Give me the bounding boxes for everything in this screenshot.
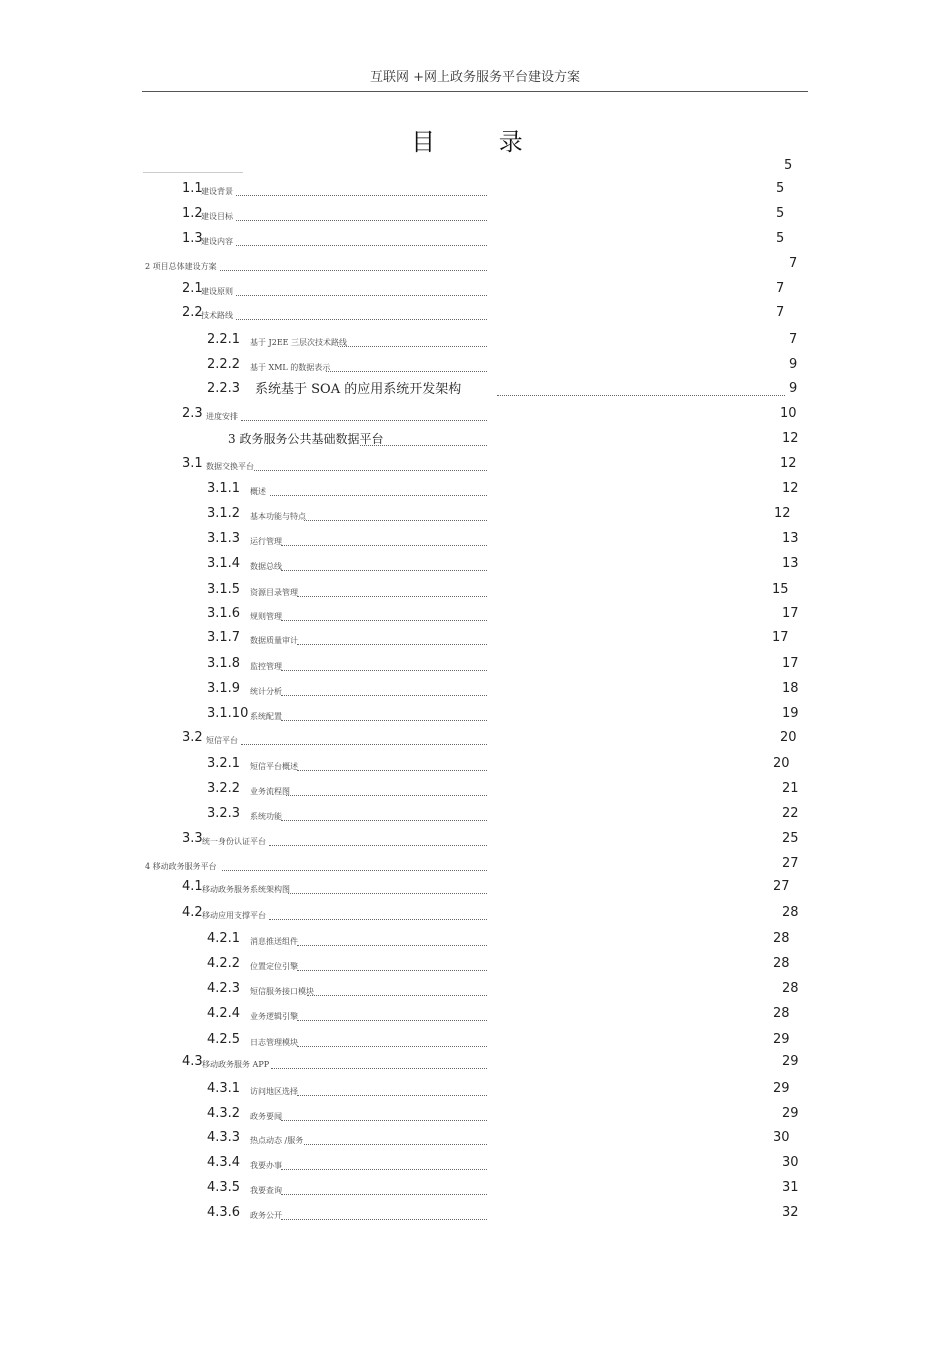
toc-dot-leader — [326, 371, 487, 372]
toc-page-number: 29 — [773, 1032, 790, 1047]
toc-dot-leader — [281, 1219, 487, 1220]
toc-dot-leader — [269, 919, 487, 920]
toc-page-number: 9 — [789, 381, 798, 396]
toc-entry-number: 4.1 — [182, 879, 203, 894]
toc-entry-number: 4.2.5 — [207, 1032, 241, 1047]
toc-page-number: 30 — [782, 1155, 799, 1170]
toc-entry-label: 热点动态 /服务 — [250, 1136, 304, 1145]
toc-entry[interactable] — [0, 155, 950, 175]
toc-page-number: 25 — [782, 831, 799, 846]
toc-page-number: 5 — [776, 181, 785, 196]
running-header-title: 互联网 +网上政务服务平台建设方案 — [369, 70, 581, 85]
toc-entry[interactable] — [0, 753, 950, 773]
toc-entry-number: 1.2 — [182, 206, 203, 221]
toc-dot-leader — [297, 1020, 487, 1021]
toc-entry-number: 2.2.2 — [207, 357, 241, 372]
toc-entry[interactable] — [0, 902, 950, 922]
toc-dot-leader — [241, 420, 487, 421]
toc-entry[interactable] — [0, 228, 950, 248]
toc-entry-label: 系统基于 SOA 的应用系统开发架构 — [255, 382, 462, 397]
toc-page-number: 17 — [782, 606, 799, 621]
toc-entry-number: 3.1.1 — [207, 481, 241, 496]
toc-page-number: 5 — [776, 231, 785, 246]
toc-dot-leader — [297, 644, 487, 645]
toc-entry[interactable] — [0, 178, 950, 198]
toc-entry-label: 统计分析 — [250, 687, 282, 696]
toc-entry-label: 位置定位引擎 — [250, 962, 298, 971]
toc-entry-number: 3.2.2 — [207, 781, 241, 796]
toc-entry-number: 3.1.4 — [207, 556, 241, 571]
toc-entry-label: 资源目录管理 — [250, 588, 298, 597]
toc-entry[interactable] — [0, 403, 950, 423]
toc-entry-number: 3.1.6 — [207, 606, 241, 621]
toc-entry-label: 基于 J2EE 三层次技术路线 — [250, 338, 348, 347]
toc-entry-number: 4.2.2 — [207, 956, 241, 971]
toc-entry-number: 3.1.9 — [207, 681, 241, 696]
toc-entry-label: 业务流程图 — [250, 787, 290, 796]
toc-page-number: 20 — [773, 756, 790, 771]
toc-page-number: 19 — [782, 706, 799, 721]
toc-entry-number: 4.2.3 — [207, 981, 241, 996]
toc-entry[interactable] — [0, 853, 950, 873]
toc-entry-label: 短信平台 — [206, 736, 238, 745]
toc-page-number: 27 — [773, 879, 790, 894]
toc-page-number: 29 — [782, 1054, 799, 1069]
toc-page-number: 13 — [782, 531, 799, 546]
toc-entry[interactable] — [0, 1152, 950, 1172]
toc-dot-leader — [281, 820, 487, 821]
toc-entry-number: 4.2 — [182, 905, 203, 920]
toc-page-number: 32 — [782, 1205, 799, 1220]
toc-entry-number: 4.3.5 — [207, 1180, 241, 1195]
toc-entry[interactable] — [0, 378, 950, 398]
toc-dot-leader — [297, 970, 487, 971]
toc-entry-label: 移动政务服务 APP — [202, 1060, 270, 1069]
toc-entry-label: 运行管理 — [250, 537, 282, 546]
toc-page-number: 5 — [784, 158, 793, 173]
toc-page-number: 28 — [773, 931, 790, 946]
toc-dot-leader — [297, 1046, 487, 1047]
toc-entry-number: 4.2.1 — [207, 931, 241, 946]
toc-entry-label: 系统配置 — [250, 712, 282, 721]
toc-entry-label: 建设原则 — [201, 287, 233, 296]
toc-entry-number: 3.2.3 — [207, 806, 241, 821]
toc-entry-label: 日志管理模块 — [250, 1038, 298, 1047]
toc-entry[interactable] — [0, 828, 950, 848]
toc-dot-leader — [236, 295, 487, 296]
toc-entry[interactable] — [0, 203, 950, 223]
toc-page-number: 17 — [782, 656, 799, 671]
toc-title: 目 录 — [411, 128, 551, 156]
toc-entry-label: 短信服务接口模块 — [250, 987, 314, 996]
toc-entry-number: 3.3 — [182, 831, 203, 846]
toc-page-number: 7 — [789, 256, 798, 271]
toc-dot-leader — [281, 570, 487, 571]
toc-dot-leader — [270, 495, 487, 496]
toc-entry[interactable] — [0, 453, 950, 473]
toc-page-number: 29 — [773, 1081, 790, 1096]
toc-page-number: 28 — [782, 981, 799, 996]
toc-entry[interactable] — [0, 302, 950, 322]
toc-page-number: 22 — [782, 806, 799, 821]
toc-entry[interactable] — [0, 528, 950, 548]
toc-page-number: 18 — [782, 681, 799, 696]
toc-entry[interactable] — [0, 778, 950, 798]
toc-entry[interactable] — [0, 1177, 950, 1197]
toc-entry-number: 4.3.4 — [207, 1155, 241, 1170]
toc-entry[interactable] — [0, 627, 950, 647]
toc-entry-label: 我要查询 — [250, 1186, 282, 1195]
toc-dot-leader — [281, 1169, 487, 1170]
toc-dot-leader — [236, 245, 487, 246]
toc-page-number: 17 — [772, 630, 789, 645]
toc-page-number: 9 — [789, 357, 798, 372]
toc-entry-label: 基本功能与特点 — [250, 512, 306, 521]
toc-entry-number: 1.1 — [182, 181, 203, 196]
toc-entry-number: 3.2.1 — [207, 756, 241, 771]
toc-entry-label: 技术路线 — [201, 311, 233, 320]
toc-entry-label: 规则管理 — [250, 612, 282, 621]
toc-entry-label: 统一身份认证平台 — [202, 837, 266, 846]
toc-entry-number: 3.1.3 — [207, 531, 241, 546]
toc-entry[interactable] — [0, 653, 950, 673]
toc-entry-number: 4.3.3 — [207, 1130, 241, 1145]
toc-entry-label: 访问地区选择 — [250, 1087, 298, 1096]
toc-page-number: 12 — [780, 456, 797, 471]
toc-entry-label: 3 政务服务公共基础数据平台 — [228, 432, 384, 446]
toc-dot-leader — [281, 695, 487, 696]
toc-dot-leader — [241, 744, 487, 745]
toc-entry[interactable] — [0, 978, 950, 998]
toc-page-number: 28 — [782, 905, 799, 920]
toc-page-number: 12 — [774, 506, 791, 521]
toc-entry-label: 短信平台概述 — [250, 762, 298, 771]
toc-entry-label: 建设内容 — [201, 237, 233, 246]
toc-entry-number: 2.2.1 — [207, 332, 241, 347]
toc-entry-label: 移动应用支撑平台 — [202, 911, 266, 920]
toc-page-number: 12 — [782, 481, 799, 496]
toc-page-number: 31 — [782, 1180, 799, 1195]
toc-entry[interactable] — [0, 1051, 950, 1071]
toc-entry-number: 4.3.6 — [207, 1205, 241, 1220]
toc-dot-leader — [288, 893, 487, 894]
toc-entry[interactable] — [0, 553, 950, 573]
toc-entry[interactable] — [0, 253, 950, 273]
toc-entry-label: 政务要闻 — [250, 1112, 282, 1121]
toc-entry-label: 消息推送组件 — [250, 937, 298, 946]
toc-entry-label: 进度安排 — [206, 412, 238, 421]
toc-entry-label: 4 移动政务服务平台 — [145, 862, 217, 871]
toc-entry[interactable] — [0, 1003, 950, 1023]
toc-entry-number: 3.2 — [182, 730, 203, 745]
toc-page-number: 7 — [776, 305, 785, 320]
toc-entry-number: 1.3 — [182, 231, 203, 246]
toc-entry-label: 业务逻辑引擎 — [250, 1012, 298, 1021]
toc-entry-number: 2.1 — [182, 281, 203, 296]
toc-page-number: 27 — [782, 856, 799, 871]
toc-entry-number: 4.3.1 — [207, 1081, 241, 1096]
toc-dot-leader — [281, 545, 487, 546]
toc-dot-leader — [269, 845, 487, 846]
toc-entry[interactable] — [0, 1078, 950, 1098]
toc-entry[interactable] — [0, 503, 950, 523]
toc-page-number: 5 — [776, 206, 785, 221]
toc-dot-leader — [297, 945, 487, 946]
toc-dot-leader — [236, 220, 487, 221]
toc-entry-label: 政务公开 — [250, 1211, 282, 1220]
toc-entry-label: 建设目标 — [201, 212, 233, 221]
toc-page-number: 20 — [780, 730, 797, 745]
toc-entry[interactable] — [0, 803, 950, 823]
toc-entry[interactable] — [0, 727, 950, 747]
toc-entry-label: 数据总线 — [250, 562, 282, 571]
toc-entry[interactable] — [0, 1202, 950, 1222]
toc-entry[interactable] — [0, 876, 950, 896]
toc-dot-leader — [236, 319, 487, 320]
toc-entry[interactable] — [0, 1127, 950, 1147]
toc-entry-number: 3.1.10 — [207, 706, 249, 721]
toc-entry[interactable] — [0, 603, 950, 623]
toc-entry[interactable] — [0, 1029, 950, 1049]
toc-entry[interactable] — [0, 928, 950, 948]
toc-entry-label: 数据质量审计 — [250, 636, 298, 645]
toc-entry-label: 监控管理 — [250, 662, 282, 671]
toc-entry[interactable] — [0, 478, 950, 498]
toc-entry-number: 3.1.5 — [207, 582, 241, 597]
toc-dot-leader — [297, 596, 487, 597]
toc-dot-leader — [297, 770, 487, 771]
toc-entry[interactable] — [0, 678, 950, 698]
toc-page-number: 21 — [782, 781, 799, 796]
toc-dot-leader — [236, 195, 487, 196]
toc-entry-label: 移动政务服务系统架构图 — [202, 885, 290, 894]
toc-dot-leader — [281, 670, 487, 671]
toc-dot-leader — [220, 270, 487, 271]
toc-entry[interactable] — [0, 329, 950, 349]
toc-entry-number: 3.1 — [182, 456, 203, 471]
toc-entry-label: 2 项目总体建设方案 — [145, 262, 217, 271]
toc-dot-leader — [497, 395, 785, 396]
toc-entry-number: 3.1.7 — [207, 630, 241, 645]
toc-entry-label: 建设背景 — [201, 187, 233, 196]
toc-dot-leader — [281, 720, 487, 721]
toc-entry[interactable] — [0, 953, 950, 973]
toc-entry[interactable] — [0, 354, 950, 374]
toc-dot-leader — [304, 520, 487, 521]
toc-dot-leader — [281, 1194, 487, 1195]
toc-dot-leader — [281, 620, 487, 621]
toc-dot-leader — [338, 346, 487, 347]
toc-entry-number: 2.2.3 — [207, 381, 241, 396]
toc-entry-label: 基于 XML 的数据表示 — [250, 363, 331, 372]
toc-entry[interactable] — [0, 428, 950, 448]
toc-entry[interactable] — [0, 703, 950, 723]
toc-entry-label: 概述 — [250, 487, 266, 496]
toc-page-number: 28 — [773, 956, 790, 971]
toc-page-number: 10 — [780, 406, 797, 421]
toc-page-number: 29 — [782, 1106, 799, 1121]
toc-dot-leader — [360, 445, 487, 446]
toc-entry-number: 3.1.8 — [207, 656, 241, 671]
toc-dot-leader — [307, 995, 487, 996]
toc-entry[interactable] — [0, 278, 950, 298]
toc-page-number: 30 — [773, 1130, 790, 1145]
toc-entry-label: 我要办事 — [250, 1161, 282, 1170]
toc-dot-leader — [297, 1095, 487, 1096]
toc-entry-number: 4.3 — [182, 1054, 203, 1069]
toc-entry-number: 3.1.2 — [207, 506, 241, 521]
toc-entry-label: 数据交换平台 — [206, 462, 254, 471]
toc-entry-number: 2.2 — [182, 305, 203, 320]
toc-entry[interactable] — [0, 1103, 950, 1123]
toc-page-number: 7 — [776, 281, 785, 296]
toc-dot-leader — [286, 795, 487, 796]
toc-page-number: 15 — [772, 582, 789, 597]
toc-dot-leader — [304, 1144, 487, 1145]
toc-dot-leader — [271, 1068, 487, 1069]
toc-page-number: 7 — [789, 332, 798, 347]
toc-entry-label: 系统功能 — [250, 812, 282, 821]
toc-dot-leader — [254, 470, 487, 471]
toc-dot-leader — [281, 1120, 487, 1121]
toc-entry-number: 4.3.2 — [207, 1106, 241, 1121]
toc-entry-number: 4.2.4 — [207, 1006, 241, 1021]
toc-dot-leader — [222, 870, 487, 871]
toc-entry-number: 2.3 — [182, 406, 203, 421]
toc-page-number: 13 — [782, 556, 799, 571]
toc-page-number: 28 — [773, 1006, 790, 1021]
toc-entry[interactable] — [0, 579, 950, 599]
toc-page-number: 12 — [782, 431, 799, 446]
